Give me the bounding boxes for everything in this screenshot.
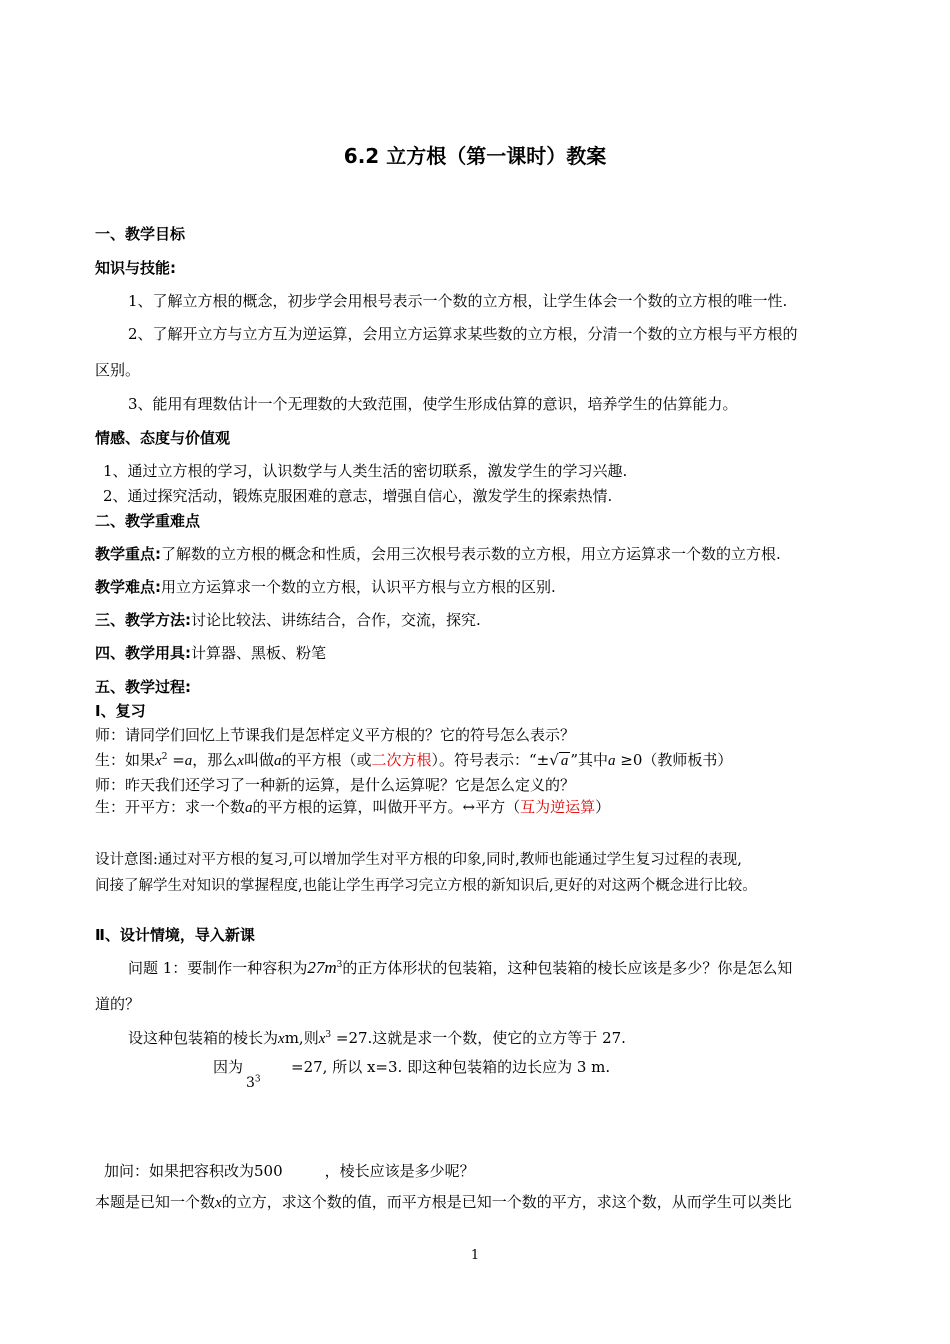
s2-text-b: 的平方根的运算，叫做开平方。↔平方（ <box>252 798 521 816</box>
q1-sup: 3 <box>336 960 343 970</box>
student-answer-2 <box>95 797 610 818</box>
s1-var-a3: a <box>607 753 616 769</box>
method-text: 讨论比较法、讲练结合，合作，交流，探究. <box>191 611 481 629</box>
cube-expression <box>246 1075 261 1091</box>
question-1-cont: 道的？ <box>95 995 141 1013</box>
section-teaching-goals: 一、教学目标 <box>95 225 186 243</box>
q1-math: 27m <box>307 958 337 977</box>
s1-var-a2: a <box>273 753 282 769</box>
s2-text-c: ） <box>595 798 611 816</box>
sqrt-icon: √ <box>549 751 559 769</box>
last-var-x: x <box>215 1195 222 1211</box>
difficult-point-label: 教学难点: <box>95 578 161 596</box>
s1-text-c: 叫做 <box>243 751 274 769</box>
set-var-x: x <box>278 1031 285 1047</box>
knowledge-item-2-cont: 区别。 <box>95 361 141 379</box>
tools-text: 计算器、黑板、粉笔 <box>191 644 327 662</box>
s1-var-a: a <box>184 753 193 769</box>
method-line <box>95 610 481 630</box>
because-text-a: 因为 <box>213 1058 244 1076</box>
set-text-b: ,则 <box>298 1029 319 1047</box>
s2-red-term: 互为逆运算 <box>520 798 596 816</box>
key-point-text: 了解数的立方根的概念和性质，会用三次根号表示数的立方根，用立方运算求一个数的立方根. <box>161 545 781 563</box>
part-review-heading: Ⅰ、复习 <box>95 702 146 720</box>
s2-var-a: a <box>245 800 253 816</box>
knowledge-item-3: 3、能用有理数估计一个无理数的大致范围，使学生形成估算的意识，培养学生的估算能力。 <box>128 395 738 413</box>
cube-sup: 3 <box>254 1074 261 1085</box>
knowledge-heading: 知识与技能: <box>95 259 176 277</box>
page-title: 6.2 立方根（第一课时）教案 <box>343 144 607 168</box>
emotion-item-2: 2、通过探究活动，锻炼克服困难的意志，增强自信心，激发学生的探索热情. <box>103 487 613 505</box>
comparison-line <box>95 1192 792 1213</box>
question-1 <box>128 958 792 978</box>
extra-text-b: ，棱长应该是多少呢？ <box>324 1162 475 1180</box>
because-text-b: =27, 所以 x=3. 即这种包装箱的边长应为 3 m. <box>291 1058 611 1076</box>
s1-var-x2: x <box>237 753 244 769</box>
design-intent-line-2: 间接了解学生对知识的掌握程度,也能让学生再学习完立方根的新知识后,更好的对这两个概念进行比较。 <box>95 878 757 894</box>
knowledge-item-1: 1、了解立方根的概念，初步学会用根号表示一个数的立方根，让学生体会一个数的立方根的唯一性. <box>128 292 788 310</box>
s1-text-f: ”其中 <box>570 751 608 769</box>
emotion-heading: 情感、态度与价值观 <box>95 429 231 447</box>
section-process: 五、教学过程: <box>95 678 191 696</box>
s1-eq: = <box>167 751 185 769</box>
last-text-a: 本题是已知一个数 <box>95 1193 216 1211</box>
tools-line <box>95 643 326 663</box>
set-text-c: =27.这就是求一个数，使它的立方等于 27. <box>331 1029 626 1047</box>
page-number: 1 <box>470 1248 480 1263</box>
method-label: 三、教学方法: <box>95 611 191 629</box>
design-intent-line-1: 设计意图:通过对平方根的复习,可以增加学生对平方根的印象,同时,教师也能通过学生复习过程的表现, <box>95 852 742 868</box>
teacher-question-1: 师：请同学们回忆上节课我们是怎样定义平方根的？它的符号怎么表示？ <box>95 726 576 744</box>
knowledge-item-2: 2、了解开立方与立方互为逆运算，会用立方运算求某些数的立方根，分清一个数的立方根与平方根的 <box>128 325 798 343</box>
difficult-point-text: 用立方运算求一个数的立方根，认识平方根与立方根的区别. <box>161 578 556 596</box>
emotion-item-1: 1、通过立方根的学习，认识数学与人类生活的密切联系，激发学生的学习兴趣. <box>103 462 628 480</box>
q1-text-b: 的正方体形状的包装箱，这种包装箱的棱长应该是多少？你是怎么知 <box>342 959 793 977</box>
s1-var-x: x <box>155 753 162 769</box>
setup-line <box>128 1028 626 1049</box>
part-scenario-heading: Ⅱ、设计情境，导入新课 <box>95 926 255 944</box>
q1-text-a: 问题 1：要制作一种容积为 <box>128 959 308 977</box>
s1-text-a: 生：如果 <box>95 751 156 769</box>
cube-base: 3 <box>246 1075 255 1091</box>
extra-text-a: 加问：如果把容积改为500 <box>104 1162 283 1180</box>
s1-radicand: a <box>560 753 569 769</box>
s1-text-e: ）。符号表示：“ <box>431 751 537 769</box>
tools-label: 四、教学用具: <box>95 644 191 662</box>
s1-text-b: ，那么 <box>192 751 238 769</box>
s1-plusminus: ± <box>536 751 550 769</box>
difficult-point-line <box>95 577 556 597</box>
last-text-b: 的立方，求这个数的值，而平方根是已知一个数的平方，求这个数，从而学生可以类比 <box>221 1193 792 1211</box>
section-key-points: 二、教学重难点 <box>95 512 201 530</box>
student-answer-1 <box>95 750 732 771</box>
because-line <box>213 1057 610 1077</box>
set-var-x2: x <box>318 1031 326 1047</box>
s1-red-term: 二次方根 <box>371 751 432 769</box>
key-point-line <box>95 544 781 564</box>
set-unit-m: m <box>284 1029 299 1047</box>
set-text-a: 设这种包装箱的棱长为 <box>128 1029 279 1047</box>
s1-text-g: ≥0（教师板书） <box>615 751 733 769</box>
s1-text-d: 的平方根（或 <box>281 751 372 769</box>
extra-question <box>104 1161 475 1181</box>
teacher-question-2: 师：昨天我们还学习了一种新的运算，是什么运算呢？它是怎么定义的？ <box>95 776 576 794</box>
set-sup: 3 <box>325 1030 332 1040</box>
s2-text-a: 生：开平方：求一个数 <box>95 798 246 816</box>
key-point-label: 教学重点: <box>95 545 161 563</box>
s1-sup: 2 <box>161 752 168 762</box>
